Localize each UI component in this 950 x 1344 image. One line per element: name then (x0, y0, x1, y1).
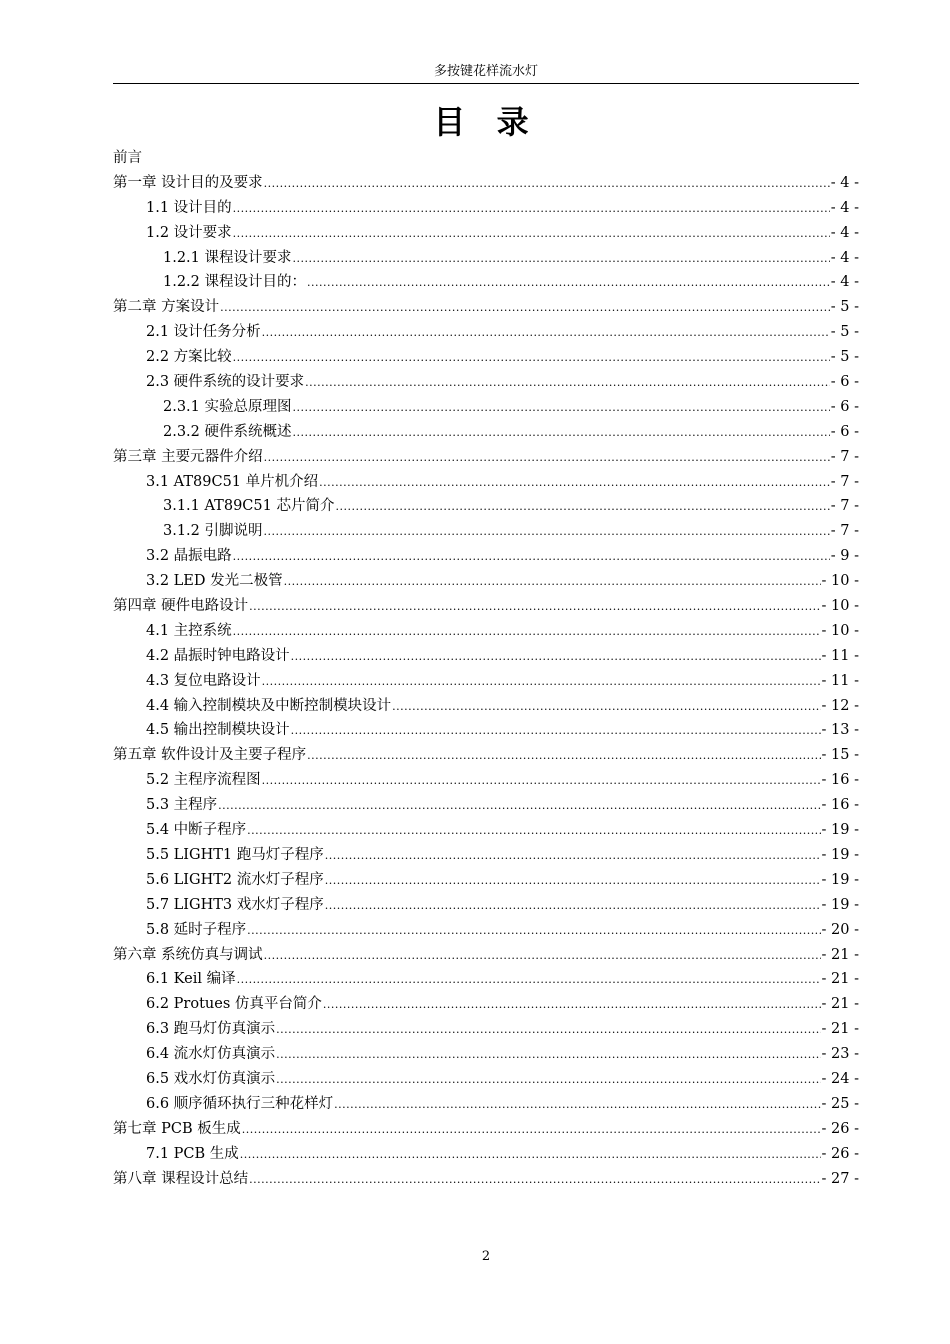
toc-dot-leader (276, 1068, 820, 1093)
toc-entry-label: 6.4 流水灯仿真演示 (146, 1046, 276, 1063)
toc-entry[interactable] (113, 768, 859, 793)
toc-entry-page: - 20 - (821, 921, 859, 938)
toc-entry[interactable] (113, 893, 859, 918)
toc-dot-leader (233, 346, 830, 371)
toc-entry-label: 第三章 主要元器件介绍 (113, 448, 263, 465)
toc-entry-page: - 26 - (821, 1120, 859, 1137)
toc-entry-label: 第七章 PCB 板生成 (113, 1120, 241, 1137)
toc-dot-leader (276, 1043, 820, 1068)
toc-entry-page: - 7 - (830, 473, 859, 490)
toc-entry[interactable] (113, 1017, 859, 1042)
toc-dot-leader (325, 869, 821, 894)
toc-entry-page: - 26 - (821, 1145, 859, 1162)
toc-entry[interactable] (113, 569, 859, 594)
toc-entry-page: - 5 - (830, 299, 859, 316)
toc-entry-label: 1.2 设计要求 (146, 224, 232, 241)
toc-entry-label: 4.5 输出控制模块设计 (146, 722, 290, 739)
toc-entry[interactable] (113, 1067, 859, 1092)
toc-entry-page: - 10 - (821, 622, 859, 639)
toc-entry-label: 6.2 Protues 仿真平台简介 (146, 996, 322, 1013)
toc-entry-page: - 23 - (821, 1046, 859, 1063)
toc-entry-page: - 19 - (821, 896, 859, 913)
toc-dot-leader (325, 894, 821, 919)
header-divider (113, 83, 859, 84)
toc-entry-label: 6.6 顺序循环执行三种花样灯 (146, 1095, 334, 1112)
toc-preface[interactable] (113, 146, 859, 171)
toc-entry[interactable] (113, 843, 859, 868)
toc-entry-label: 2.3 硬件系统的设计要求 (146, 374, 305, 391)
toc-entry[interactable] (113, 694, 859, 719)
toc-entry-label: 第二章 方案设计 (113, 299, 220, 316)
toc-dot-leader (240, 1143, 821, 1168)
toc-entry-page: - 19 - (821, 822, 859, 839)
toc-dot-leader (233, 620, 821, 645)
toc-entry-page: - 12 - (821, 697, 859, 714)
toc-dot-leader (307, 271, 830, 296)
toc-entry-page: - 5 - (830, 324, 859, 341)
toc-dot-leader (293, 396, 830, 421)
toc-entry[interactable] (113, 171, 859, 196)
toc-entry-page: - 10 - (821, 573, 859, 590)
toc-entry[interactable] (113, 320, 859, 345)
toc-entry[interactable] (113, 519, 859, 544)
toc-dot-leader (293, 421, 830, 446)
toc-entry-page: - 16 - (821, 772, 859, 789)
toc-entry-label: 4.1 主控系统 (146, 622, 232, 639)
toc-entry-label: 3.1.1 AT89C51 芯片简介 (163, 498, 335, 515)
toc-entry[interactable] (113, 345, 859, 370)
toc-entry[interactable] (113, 644, 859, 669)
toc-entry-page: - 19 - (821, 846, 859, 863)
toc-entry-page: - 11 - (821, 672, 859, 689)
toc-entry[interactable] (113, 1167, 859, 1192)
toc-entry-page: - 7 - (830, 448, 859, 465)
toc-entry-page: - 24 - (821, 1070, 859, 1087)
toc-entry[interactable] (113, 718, 859, 743)
toc-dot-leader (233, 545, 830, 570)
toc-entry[interactable] (113, 1117, 859, 1142)
toc-dot-leader (262, 321, 830, 346)
toc-entry[interactable] (113, 992, 859, 1017)
toc-entry-page: - 5 - (830, 349, 859, 366)
toc-title: 目 录 (433, 103, 539, 141)
toc-entry-page: - 21 - (821, 946, 859, 963)
toc-entry-page: - 21 - (821, 971, 859, 988)
toc-dot-leader (262, 670, 821, 695)
toc-entry[interactable] (113, 395, 859, 420)
running-header: 多按键花样流水灯 (433, 64, 538, 79)
toc-entry-label: 6.3 跑马灯仿真演示 (146, 1021, 276, 1038)
toc-entry-label: 4.2 晶振时钟电路设计 (146, 647, 290, 664)
toc-dot-leader (233, 222, 830, 247)
toc-entry[interactable] (113, 868, 859, 893)
toc-entry-label: 5.8 延时子程序 (146, 921, 247, 938)
toc-dot-leader (392, 695, 820, 720)
toc-dot-leader (291, 719, 821, 744)
toc-entry[interactable] (113, 594, 859, 619)
toc-entry-label: 5.7 LIGHT3 戏水灯子程序 (146, 896, 324, 913)
toc-entry[interactable] (113, 420, 859, 445)
toc-entry-label: 3.1 AT89C51 单片机介绍 (146, 473, 319, 490)
toc-entry[interactable] (113, 967, 859, 992)
toc-entry-label: 6.5 戏水灯仿真演示 (146, 1070, 276, 1087)
toc-entry-label: 2.1 设计任务分析 (146, 324, 261, 341)
toc-entry-label: 1.1 设计目的 (146, 199, 232, 216)
toc-dot-leader (334, 1093, 820, 1118)
toc-dot-leader (242, 1118, 821, 1143)
toc-entry-label: 2.3.2 硬件系统概述 (163, 423, 292, 440)
toc-entry-label: 4.4 输入控制模块及中断控制模块设计 (146, 697, 392, 714)
toc-entry-label: 第八章 课程设计总结 (113, 1170, 249, 1187)
toc-dot-leader (307, 744, 820, 769)
toc-entry-label: 1.2.1 课程设计要求 (163, 249, 292, 266)
toc-entry-page: - 27 - (821, 1170, 859, 1187)
toc-dot-leader (237, 968, 821, 993)
toc-dot-leader (249, 1168, 820, 1193)
toc-entry-label: 2.2 方案比较 (146, 349, 232, 366)
toc-entry-page: - 19 - (821, 871, 859, 888)
toc-entry-page: - 16 - (821, 797, 859, 814)
toc-entry-label: 3.2 晶振电路 (146, 548, 232, 565)
toc-entry-label: 7.1 PCB 生成 (146, 1145, 239, 1162)
toc-entry[interactable] (113, 918, 859, 943)
toc-dot-leader (284, 570, 821, 595)
toc-entry-page: - 21 - (821, 1021, 859, 1038)
toc-entry-label: 2.3.1 实验总原理图 (163, 398, 292, 415)
toc-dot-leader (233, 197, 830, 222)
toc-entry-label: 第六章 系统仿真与调试 (113, 946, 263, 963)
toc-entry[interactable] (113, 370, 859, 395)
toc-entry-label: 4.3 复位电路设计 (146, 672, 261, 689)
toc-entry-page: - 21 - (821, 996, 859, 1013)
toc-entry-page: - 13 - (821, 722, 859, 739)
toc-dot-leader (264, 944, 821, 969)
toc-entry[interactable] (113, 1142, 859, 1167)
toc-entry[interactable] (113, 470, 859, 495)
toc-entry-page: - 25 - (821, 1095, 859, 1112)
toc-entry[interactable] (113, 669, 859, 694)
toc-entry-page: - 15 - (821, 747, 859, 764)
toc-dot-leader (264, 446, 830, 471)
toc-entry-page: - 4 - (830, 174, 859, 191)
toc-entry-page: - 9 - (830, 548, 859, 565)
toc-entry-page: - 4 - (830, 274, 859, 291)
toc-entry-label: 第四章 硬件电路设计 (113, 598, 249, 615)
toc-dot-leader (325, 844, 821, 869)
toc-entry[interactable] (113, 196, 859, 221)
toc-entry-page: - 11 - (821, 647, 859, 664)
toc-entry-label: 3.2 LED 发光二极管 (146, 573, 283, 590)
toc-entry-page: - 7 - (830, 523, 859, 540)
toc-entry[interactable] (113, 270, 859, 295)
toc-entry-label: 6.1 Keil 编译 (146, 971, 236, 988)
toc-dot-leader (276, 1018, 820, 1043)
toc-dot-leader (264, 172, 830, 197)
toc-entry[interactable] (113, 743, 859, 768)
toc-entry[interactable] (113, 221, 859, 246)
toc-dot-leader (218, 794, 820, 819)
toc-entry[interactable] (113, 943, 859, 968)
toc-entry-page: - 6 - (830, 423, 859, 440)
toc-dot-leader (262, 769, 821, 794)
toc-entry-label: 3.1.2 引脚说明 (163, 523, 263, 540)
toc-entry[interactable] (113, 1042, 859, 1067)
toc-entry-label: 5.5 LIGHT1 跑马灯子程序 (146, 846, 324, 863)
toc-dot-leader (247, 819, 820, 844)
toc-entry-page: - 4 - (830, 224, 859, 241)
toc-entry-label: 5.2 主程序流程图 (146, 772, 261, 789)
toc-entry[interactable] (113, 445, 859, 470)
toc-dot-leader (335, 495, 829, 520)
toc-entry[interactable] (113, 494, 859, 519)
toc-dot-leader (291, 645, 821, 670)
toc-dot-leader (249, 595, 820, 620)
toc-dot-leader (319, 471, 830, 496)
toc-dot-leader (323, 993, 821, 1018)
toc-entry-label: 5.4 中断子程序 (146, 822, 247, 839)
toc-entry-label: 5.3 主程序 (146, 797, 218, 814)
toc-preface-label: 前言 (113, 150, 142, 166)
toc-entry-page: - 6 - (830, 374, 859, 391)
toc-entry[interactable] (113, 1092, 859, 1117)
page-number: 2 (481, 1249, 491, 1264)
toc-entry-page: - 4 - (830, 199, 859, 216)
toc-entry-label: 第一章 设计目的及要求 (113, 174, 263, 191)
toc-dot-leader (220, 296, 830, 321)
toc-dot-leader (264, 520, 830, 545)
toc-dot-leader (293, 247, 830, 272)
toc-entry-label: 5.6 LIGHT2 流水灯子程序 (146, 871, 324, 888)
toc-entry-page: - 4 - (830, 249, 859, 266)
toc-entry-page: - 7 - (830, 498, 859, 515)
toc-entry[interactable] (113, 818, 859, 843)
toc-entry-label: 1.2.2 课程设计目的： (163, 274, 307, 291)
toc-entry[interactable] (113, 619, 859, 644)
toc-entry[interactable] (113, 246, 859, 271)
toc-entry-page: - 6 - (830, 398, 859, 415)
toc-dot-leader (247, 919, 820, 944)
toc-entry[interactable] (113, 544, 859, 569)
toc-entry[interactable] (113, 295, 859, 320)
toc-entry-page: - 10 - (821, 598, 859, 615)
table-of-contents (113, 146, 859, 1191)
toc-entry-label: 第五章 软件设计及主要子程序 (113, 747, 307, 764)
toc-entry[interactable] (113, 793, 859, 818)
toc-dot-leader (305, 371, 830, 396)
